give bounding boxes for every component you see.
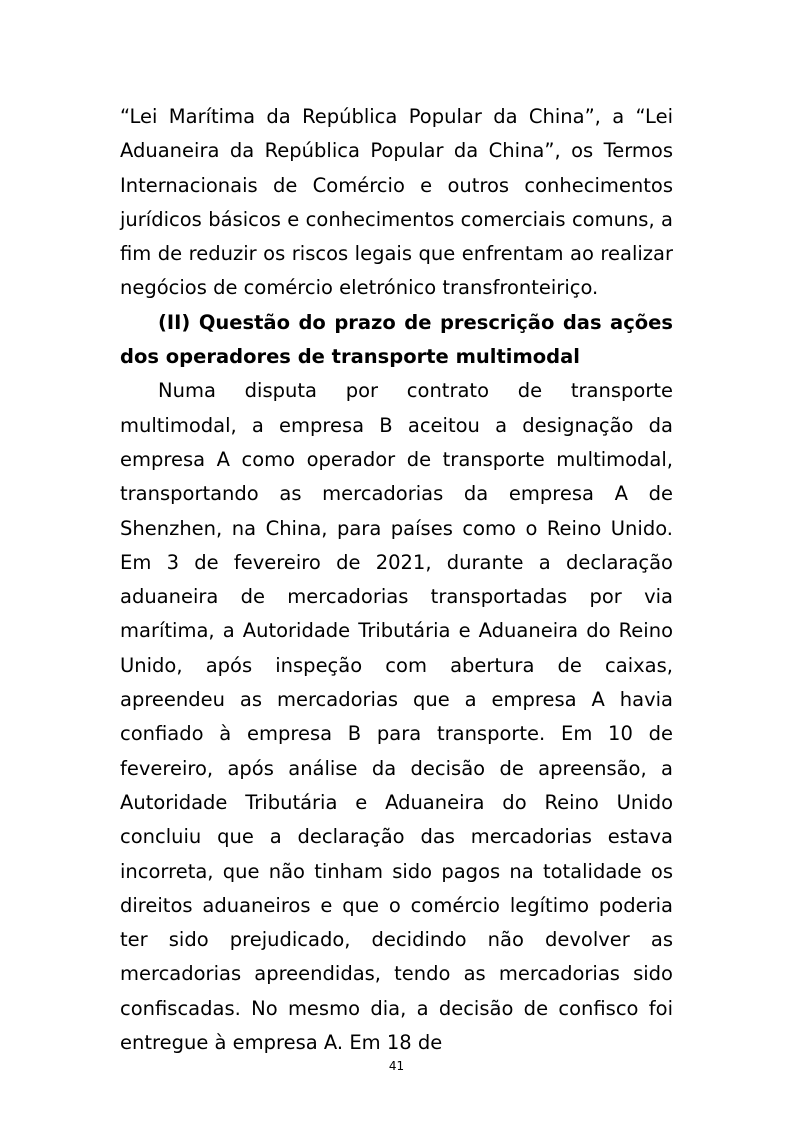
paragraph-continuation: “Lei Marítima da República Popular da China”, a “Lei Aduaneira da República Popular da China”, os Termos Internacionais de Comércio e outros conhecimentos jurídicos básicos e conhecimentos comerciais comuns, a fim de reduzir os riscos legais que enfrentam ao realizar negócios de comércio eletrónico transfronteiriço.	[120, 105, 673, 300]
paragraph-case-description: Numa disputa por contrato de transporte multimodal, a empresa B aceitou a designação da empresa A como operador de transporte multimodal, transportando as mercadorias da empresa A de Shenzhen, na China, para países como o Reino Unido. Em 3 de fevereiro de 2021, durante a declaração aduaneira de mercadorias transportadas por via marítima, a Autoridade Tributária e Aduaneira do Reino Unido, após inspeção com abertura de caixas, apreendeu as mercadorias que a empresa A havia confiado à empresa B para transporte. Em 10 de fevereiro, após análise da decisão de apreensão, a Autoridade Tributária e Aduaneira do Reino Unido concluiu que a declaração das mercadorias estava incorreta, que não tinham sido pagos na totalidade os direitos aduaneiros e que o comércio legítimo poderia ter sido prejudicado, decidindo não devolver as mercadorias apreendidas, tendo as mercadorias sido confiscadas. No mesmo dia, a decisão de confisco foi entregue à empresa A. Em 18 de	[120, 379, 673, 1055]
document-page	[120, 100, 673, 1060]
page-number: 41	[388, 1059, 405, 1073]
section-heading: (II) Questão do prazo de prescrição das ações dos operadores de transporte multimodal	[120, 310, 673, 369]
